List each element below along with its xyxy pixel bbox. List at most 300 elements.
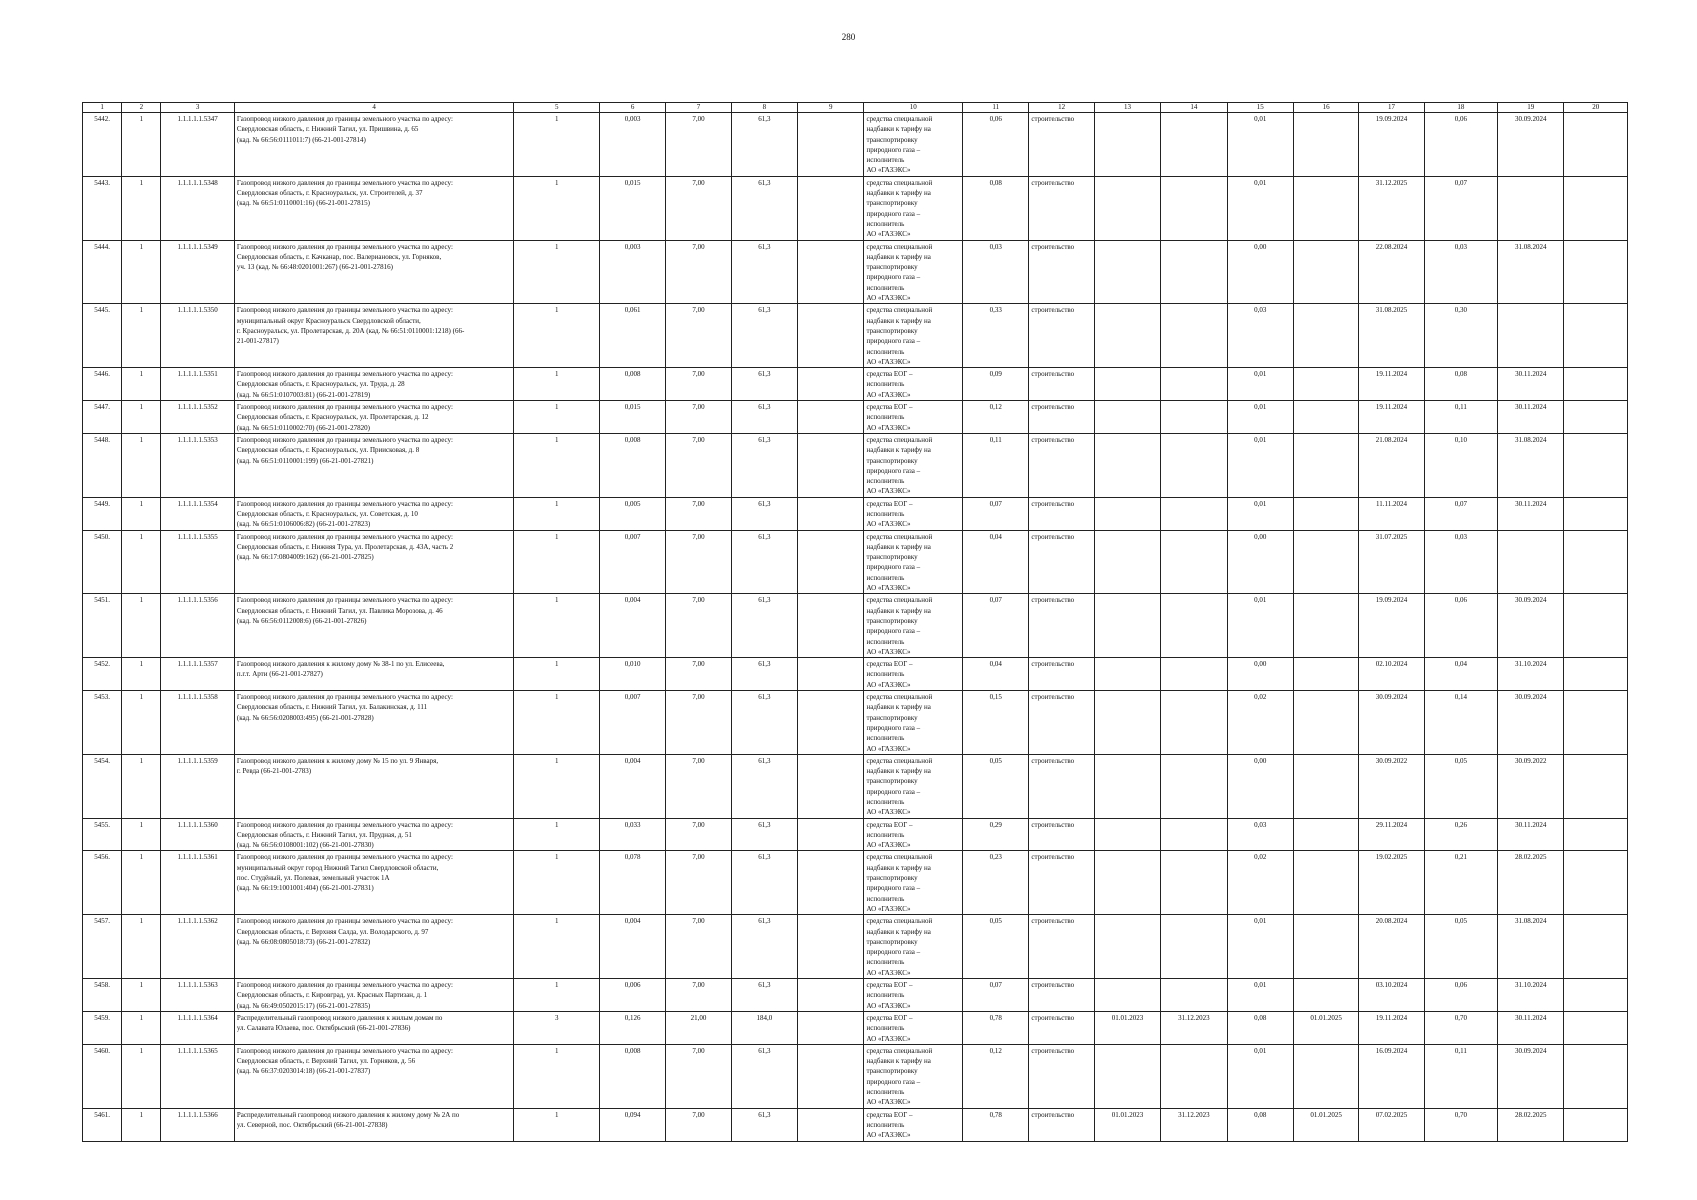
cell-text-line: г. Ревда (66-21-001-2783)	[236, 767, 312, 776]
table-cell-c2: 1	[122, 818, 161, 851]
cell-text-line: средства ЕОГ –	[866, 1013, 913, 1022]
investment-program-table-container	[82, 102, 1628, 1142]
table-cell-c15: 0,02	[1227, 851, 1293, 915]
table-cell-c5: 1	[514, 401, 599, 434]
table-cell-c12: строительство	[1029, 594, 1094, 658]
table-cell-code: 1.1.1.1.1.5355	[161, 530, 234, 594]
table-row	[83, 754, 1628, 818]
table-cell-c20	[1564, 754, 1628, 818]
cell-text-line: 21-001-27817)	[236, 337, 279, 346]
cell-text-line: Свердловская область, г. Нижний Тагил, ул. Пришвина, д. 65	[236, 125, 419, 134]
cell-text-line: г. Красноуральск, ул. Пролетарская, д. 20А (кад. № 66:51:0110001:1218) (66-	[236, 326, 465, 335]
cell-text-line: средства специальной	[866, 242, 933, 251]
cell-text-line: транспортировку	[866, 616, 918, 625]
table-cell-n: 5457.	[83, 915, 122, 979]
table-row	[83, 113, 1628, 177]
table-cell-code: 1.1.1.1.1.5353	[161, 433, 234, 497]
cell-text-line: исполнитель	[866, 573, 905, 582]
column-header: 19	[1498, 103, 1564, 113]
table-cell-c19: 30.11.2024	[1498, 368, 1564, 401]
table-cell-c11: 0,08	[963, 176, 1029, 240]
table-cell-n: 5448.	[83, 433, 122, 497]
table-row	[83, 497, 1628, 530]
table-cell-c20	[1564, 304, 1628, 368]
table-cell-c14	[1161, 754, 1227, 818]
table-cell-c19	[1498, 530, 1564, 594]
cell-text-line: АО «ГАЗЭКС»	[866, 647, 911, 656]
table-cell-code: 1.1.1.1.1.5366	[161, 1108, 234, 1141]
table-row	[83, 304, 1628, 368]
table-cell-code: 1.1.1.1.1.5359	[161, 754, 234, 818]
table-cell-c7: 7,00	[666, 754, 731, 818]
table-cell-n: 5454.	[83, 754, 122, 818]
table-cell-c5: 1	[514, 594, 599, 658]
table-cell-c20	[1564, 1044, 1628, 1108]
table-cell-c6: 0,015	[599, 176, 665, 240]
cell-text-line: Газопровод низкого давления до границы земельного участка по адресу:	[236, 596, 453, 605]
cell-text-line: (кад. № 66:51:0110002:70) (66-21-001-27820)	[236, 423, 370, 432]
cell-text-line: АО «ГАЗЭКС»	[866, 841, 911, 850]
cell-text-line: Газопровод низкого давления до границы земельного участка по адресу:	[236, 981, 453, 990]
cell-text-line: АО «ГАЗЭКС»	[866, 390, 911, 399]
table-cell-c19: 30.11.2024	[1498, 497, 1564, 530]
table-cell-desc	[234, 691, 514, 755]
table-cell-c12: строительство	[1029, 113, 1094, 177]
cell-text-line: АО «ГАЗЭКС»	[866, 584, 911, 593]
table-cell-c9	[798, 818, 864, 851]
table-cell-c11: 0,33	[963, 304, 1029, 368]
table-cell-c12: строительство	[1029, 818, 1094, 851]
table-cell-c17: 19.11.2024	[1359, 401, 1424, 434]
cell-text-line: исполнитель	[866, 734, 905, 743]
cell-text-line: (кад. № 66:37:0203014:18) (66-21-001-27837)	[236, 1067, 371, 1076]
table-cell-c14	[1161, 979, 1227, 1012]
table-cell-c5: 1	[514, 304, 599, 368]
table-cell-c12: строительство	[1029, 433, 1094, 497]
table-cell-c9	[798, 530, 864, 594]
cell-text-line: Свердловская область, г. Красноуральск, ул. Пролетарская, д. 12	[236, 413, 429, 422]
table-cell-c5: 1	[514, 240, 599, 304]
table-cell-c6: 0,006	[599, 979, 665, 1012]
table-cell-fund	[864, 176, 963, 240]
table-cell-c8: 61,3	[731, 368, 797, 401]
table-row	[83, 368, 1628, 401]
table-cell-c8: 61,3	[731, 1044, 797, 1108]
table-cell-c6: 0,010	[599, 658, 665, 691]
cell-text-line: надбавки к тарифу на	[866, 316, 931, 325]
table-cell-c16	[1293, 113, 1358, 177]
table-cell-c18: 0,08	[1424, 368, 1497, 401]
table-cell-c8: 61,3	[731, 176, 797, 240]
table-cell-c17: 31.12.2025	[1359, 176, 1424, 240]
cell-text-line: АО «ГАЗЭКС»	[866, 1098, 911, 1107]
cell-text-line: Газопровод низкого давления до границы земельного участка по адресу:	[236, 115, 453, 123]
column-header: 1	[83, 103, 122, 113]
table-cell-fund	[864, 594, 963, 658]
cell-text-line: средства ЕОГ –	[866, 403, 913, 412]
cell-text-line: ул. Салавата Юлаева, пос. Октябрьский (66-21-001-27836)	[236, 1024, 411, 1033]
table-cell-c9	[798, 1011, 864, 1044]
table-cell-fund	[864, 1044, 963, 1108]
table-cell-c20	[1564, 915, 1628, 979]
table-cell-c19: 31.10.2024	[1498, 979, 1564, 1012]
table-cell-c8: 61,3	[731, 304, 797, 368]
table-cell-desc	[234, 497, 514, 530]
table-cell-c14	[1161, 433, 1227, 497]
table-cell-c16	[1293, 176, 1358, 240]
table-cell-c16	[1293, 497, 1358, 530]
cell-text-line: ул. Северной, пос. Октябрьский (66-21-001-27838)	[236, 1120, 388, 1129]
cell-text-line: средства специальной	[866, 853, 933, 862]
column-header: 18	[1424, 103, 1497, 113]
table-cell-c6: 0,061	[599, 304, 665, 368]
table-cell-c15: 0,01	[1227, 113, 1293, 177]
table-cell-c16	[1293, 240, 1358, 304]
cell-text-line: (кад. № 66:08:0805018:73) (66-21-001-27832)	[236, 937, 371, 946]
table-cell-c9	[798, 497, 864, 530]
cell-text-line: Газопровод низкого давления до границы земельного участка по адресу:	[236, 820, 453, 829]
cell-text-line: Газопровод низкого давления к жилому дому № 38-1 по ул. Елисеева,	[236, 660, 445, 669]
table-cell-c2: 1	[122, 240, 161, 304]
cell-text-line: исполнитель	[866, 1024, 905, 1033]
table-cell-c12: строительство	[1029, 497, 1094, 530]
cell-text-line: АО «ГАЗЭКС»	[866, 808, 911, 817]
table-cell-c6: 0,126	[599, 1011, 665, 1044]
table-cell-fund	[864, 240, 963, 304]
cell-text-line: Свердловская область, г. Красноуральск, ул. Труда, д. 28	[236, 380, 405, 389]
cell-text-line: природного газа –	[866, 563, 921, 572]
table-cell-c19: 30.09.2024	[1498, 113, 1564, 177]
table-cell-c13	[1094, 594, 1160, 658]
table-cell-c12: строительство	[1029, 240, 1094, 304]
table-cell-c5: 1	[514, 1108, 599, 1141]
table-cell-c14	[1161, 240, 1227, 304]
cell-text-line: (кад. № 66:56:0111011:7) (66-21-001-27814)	[236, 135, 366, 144]
table-cell-desc	[234, 754, 514, 818]
table-cell-n: 5445.	[83, 304, 122, 368]
table-cell-n: 5451.	[83, 594, 122, 658]
cell-text-line: АО «ГАЗЭКС»	[866, 423, 911, 432]
table-cell-c8: 61,3	[731, 401, 797, 434]
cell-text-line: исполнитель	[866, 798, 905, 806]
page-number: 280	[841, 32, 856, 42]
table-cell-c13: 01.01.2023	[1094, 1108, 1160, 1141]
table-cell-c6: 0,078	[599, 851, 665, 915]
table-cell-c16	[1293, 530, 1358, 594]
cell-text-line: АО «ГАЗЭКС»	[866, 744, 911, 753]
table-cell-c6: 0,003	[599, 113, 665, 177]
table-cell-c13	[1094, 401, 1160, 434]
table-cell-code: 1.1.1.1.1.5354	[161, 497, 234, 530]
table-row	[83, 401, 1628, 434]
cell-text-line: средства специальной	[866, 596, 933, 605]
cell-text-line: Распределительный газопровод низкого давления к жилому дому № 2А по	[236, 1110, 460, 1119]
table-cell-c2: 1	[122, 497, 161, 530]
column-header: 15	[1227, 103, 1293, 113]
table-cell-c8: 61,3	[731, 497, 797, 530]
table-cell-c11: 0,05	[963, 754, 1029, 818]
cell-text-line: исполнитель	[866, 991, 905, 1000]
table-cell-c8: 184,0	[731, 1011, 797, 1044]
cell-text-line: Газопровод низкого давления до границы земельного участка по адресу:	[236, 917, 453, 926]
table-cell-c8: 61,3	[731, 818, 797, 851]
table-cell-c5: 1	[514, 754, 599, 818]
table-row	[83, 176, 1628, 240]
table-cell-c18: 0,07	[1424, 176, 1497, 240]
cell-text-line: муниципальный округ город Нижний Тагил Свердловской области,	[236, 863, 439, 872]
table-cell-c8: 61,3	[731, 658, 797, 691]
table-cell-desc	[234, 1108, 514, 1141]
table-cell-c11: 0,07	[963, 594, 1029, 658]
cell-text-line: надбавки к тарифу на	[866, 446, 931, 455]
cell-text-line: Газопровод низкого давления до границы земельного участка по адресу:	[236, 306, 453, 315]
table-cell-c16	[1293, 304, 1358, 368]
table-cell-c18: 0,26	[1424, 818, 1497, 851]
table-cell-c11: 0,78	[963, 1108, 1029, 1141]
table-cell-c13	[1094, 433, 1160, 497]
table-cell-c13	[1094, 530, 1160, 594]
table-cell-desc	[234, 1011, 514, 1044]
table-cell-fund	[864, 691, 963, 755]
table-cell-c14	[1161, 176, 1227, 240]
cell-text-line: (кад. № 66:51:0110001:16) (66-21-001-27815)	[236, 199, 370, 208]
table-cell-c14	[1161, 594, 1227, 658]
cell-text-line: природного газа –	[866, 884, 921, 893]
table-cell-c20	[1564, 240, 1628, 304]
cell-text-line: природного газа –	[866, 723, 921, 732]
table-cell-fund	[864, 1011, 963, 1044]
column-header: 16	[1293, 103, 1358, 113]
cell-text-line: Газопровод низкого давления до границы земельного участка по адресу:	[236, 242, 453, 251]
table-cell-c2: 1	[122, 754, 161, 818]
cell-text-line: Распределительный газопровод низкого давления к жилым домам по	[236, 1013, 443, 1022]
cell-text-line: Свердловская область, г. Красноуральск, ул. Строителей, д. 37	[236, 189, 423, 198]
table-cell-desc	[234, 368, 514, 401]
table-cell-c17: 19.11.2024	[1359, 1011, 1424, 1044]
table-cell-c13	[1094, 240, 1160, 304]
table-cell-c2: 1	[122, 658, 161, 691]
table-cell-c20	[1564, 1108, 1628, 1141]
table-cell-n: 5453.	[83, 691, 122, 755]
table-cell-c16	[1293, 754, 1358, 818]
table-cell-n: 5455.	[83, 818, 122, 851]
table-cell-c16	[1293, 979, 1358, 1012]
table-cell-c14: 31.12.2023	[1161, 1011, 1227, 1044]
cell-text-line: АО «ГАЗЭКС»	[866, 520, 911, 529]
cell-text-line: Газопровод низкого давления до границы земельного участка по адресу:	[236, 1046, 453, 1055]
table-cell-c18: 0,06	[1424, 594, 1497, 658]
table-cell-c9	[798, 851, 864, 915]
table-cell-c15: 0,00	[1227, 240, 1293, 304]
table-cell-desc	[234, 401, 514, 434]
table-cell-c20	[1564, 1011, 1628, 1044]
cell-text-line: надбавки к тарифу на	[866, 767, 931, 776]
table-cell-c9	[798, 754, 864, 818]
table-cell-code: 1.1.1.1.1.5356	[161, 594, 234, 658]
table-cell-c13	[1094, 979, 1160, 1012]
table-cell-c13	[1094, 176, 1160, 240]
table-cell-c17: 11.11.2024	[1359, 497, 1424, 530]
column-header: 17	[1359, 103, 1424, 113]
cell-text-line: средства специальной	[866, 756, 933, 765]
table-cell-c15: 0,00	[1227, 754, 1293, 818]
table-cell-c9	[798, 240, 864, 304]
cell-text-line: природного газа –	[866, 273, 921, 282]
table-cell-c20	[1564, 691, 1628, 755]
table-cell-c5: 1	[514, 497, 599, 530]
cell-text-line: Свердловская область, г. Красноуральск, ул. Советская, д. 10	[236, 509, 418, 518]
table-cell-c13	[1094, 368, 1160, 401]
table-cell-c7: 7,00	[666, 818, 731, 851]
column-header: 13	[1094, 103, 1160, 113]
cell-text-line: средства специальной	[866, 693, 933, 702]
table-cell-c2: 1	[122, 979, 161, 1012]
table-cell-c20	[1564, 979, 1628, 1012]
table-cell-c13	[1094, 1044, 1160, 1108]
cell-text-line: Газопровод низкого давления до границы земельного участка по адресу:	[236, 370, 453, 379]
table-cell-c19: 31.10.2024	[1498, 658, 1564, 691]
table-cell-fund	[864, 401, 963, 434]
table-cell-code: 1.1.1.1.1.5352	[161, 401, 234, 434]
cell-text-line: Свердловская область, г. Нижний Тагил, ул. Прудная, д. 51	[236, 830, 412, 839]
column-header: 5	[514, 103, 599, 113]
cell-text-line: транспортировку	[866, 553, 918, 562]
cell-text-line: средства специальной	[866, 115, 933, 123]
table-cell-c8: 61,3	[731, 979, 797, 1012]
table-cell-c5: 1	[514, 176, 599, 240]
cell-text-line: АО «ГАЗЭКС»	[866, 357, 911, 366]
cell-text-line: транспортировку	[866, 263, 918, 272]
table-cell-c8: 61,3	[731, 691, 797, 755]
table-cell-code: 1.1.1.1.1.5347	[161, 113, 234, 177]
table-cell-c6: 0,008	[599, 368, 665, 401]
table-cell-c17: 31.07.2025	[1359, 530, 1424, 594]
column-header: 14	[1161, 103, 1227, 113]
table-cell-c12: строительство	[1029, 691, 1094, 755]
table-cell-c12: строительство	[1029, 979, 1094, 1012]
column-header: 11	[963, 103, 1029, 113]
table-cell-c14	[1161, 497, 1227, 530]
cell-text-line: природного газа –	[866, 948, 921, 957]
cell-text-line: природного газа –	[866, 1077, 921, 1086]
table-cell-c2: 1	[122, 176, 161, 240]
table-cell-c5: 1	[514, 818, 599, 851]
cell-text-line: муниципальный округ Красноуральск Свердловской области,	[236, 316, 421, 325]
table-cell-n: 5449.	[83, 497, 122, 530]
table-cell-fund	[864, 979, 963, 1012]
table-cell-c11: 0,78	[963, 1011, 1029, 1044]
table-cell-c14	[1161, 401, 1227, 434]
table-cell-c20	[1564, 176, 1628, 240]
cell-text-line: Газопровод низкого давления до границы земельного участка по адресу:	[236, 435, 453, 444]
table-cell-c7: 7,00	[666, 658, 731, 691]
cell-text-line: надбавки к тарифу на	[866, 863, 931, 872]
table-cell-c12: строительство	[1029, 304, 1094, 368]
cell-text-line: исполнитель	[866, 380, 905, 389]
table-cell-c11: 0,15	[963, 691, 1029, 755]
table-cell-c18: 0,21	[1424, 851, 1497, 915]
cell-text-line: АО «ГАЗЭКС»	[866, 487, 911, 496]
table-cell-c11: 0,04	[963, 530, 1029, 594]
table-cell-n: 5443.	[83, 176, 122, 240]
table-cell-code: 1.1.1.1.1.5364	[161, 1011, 234, 1044]
table-cell-c17: 19.02.2025	[1359, 851, 1424, 915]
cell-text-line: АО «ГАЗЭКС»	[866, 166, 911, 175]
table-cell-c11: 0,03	[963, 240, 1029, 304]
table-cell-c14	[1161, 368, 1227, 401]
table-row	[83, 433, 1628, 497]
column-header: 3	[161, 103, 234, 113]
table-row	[83, 691, 1628, 755]
cell-text-line: исполнитель	[866, 1088, 905, 1097]
table-cell-c8: 61,3	[731, 594, 797, 658]
cell-text-line: природного газа –	[866, 466, 921, 475]
table-cell-c8: 61,3	[731, 433, 797, 497]
table-cell-c6: 0,003	[599, 240, 665, 304]
table-cell-c11: 0,05	[963, 915, 1029, 979]
table-cell-c11: 0,04	[963, 658, 1029, 691]
table-cell-c6: 0,007	[599, 691, 665, 755]
cell-text-line: Газопровод низкого давления до границы земельного участка по адресу:	[236, 403, 453, 412]
cell-text-line: средства специальной	[866, 532, 933, 541]
table-cell-c5: 3	[514, 1011, 599, 1044]
table-cell-c15: 0,00	[1227, 530, 1293, 594]
cell-text-line: средства специальной	[866, 306, 933, 315]
cell-text-line: средства ЕОГ –	[866, 820, 913, 829]
table-cell-n: 5447.	[83, 401, 122, 434]
table-cell-c8: 61,3	[731, 530, 797, 594]
table-cell-c12: строительство	[1029, 401, 1094, 434]
table-cell-fund	[864, 368, 963, 401]
table-cell-c9	[798, 979, 864, 1012]
table-cell-c2: 1	[122, 851, 161, 915]
table-cell-c5: 1	[514, 851, 599, 915]
cell-text-line: транспортировку	[866, 135, 918, 144]
cell-text-line: средства ЕОГ –	[866, 981, 913, 990]
table-cell-c17: 31.08.2025	[1359, 304, 1424, 368]
table-cell-c9	[798, 1108, 864, 1141]
table-cell-c19: 30.11.2024	[1498, 1011, 1564, 1044]
table-cell-c17: 19.09.2024	[1359, 113, 1424, 177]
table-cell-c19: 30.09.2024	[1498, 594, 1564, 658]
table-cell-c2: 1	[122, 368, 161, 401]
table-cell-c5: 1	[514, 658, 599, 691]
table-cell-c13	[1094, 304, 1160, 368]
cell-text-line: надбавки к тарифу на	[866, 189, 931, 198]
table-cell-n: 5458.	[83, 979, 122, 1012]
table-cell-c16	[1293, 691, 1358, 755]
table-cell-n: 5456.	[83, 851, 122, 915]
table-cell-c17: 19.09.2024	[1359, 594, 1424, 658]
table-cell-c18: 0,04	[1424, 658, 1497, 691]
table-cell-code: 1.1.1.1.1.5350	[161, 304, 234, 368]
column-number-header-row	[83, 103, 1628, 113]
cell-text-line: исполнитель	[866, 830, 905, 839]
table-cell-code: 1.1.1.1.1.5363	[161, 979, 234, 1012]
table-cell-c12: строительство	[1029, 1011, 1094, 1044]
table-cell-c8: 61,3	[731, 240, 797, 304]
table-cell-c2: 1	[122, 433, 161, 497]
cell-text-line: (кад. № 66:49:0502015:17) (66-21-001-27835)	[236, 1001, 371, 1010]
table-cell-c18: 0,07	[1424, 497, 1497, 530]
table-cell-c7: 7,00	[666, 915, 731, 979]
table-cell-fund	[864, 915, 963, 979]
table-cell-c14	[1161, 818, 1227, 851]
cell-text-line: исполнитель	[866, 670, 905, 679]
table-cell-fund	[864, 754, 963, 818]
table-cell-c5: 1	[514, 530, 599, 594]
table-cell-c18: 0,03	[1424, 240, 1497, 304]
